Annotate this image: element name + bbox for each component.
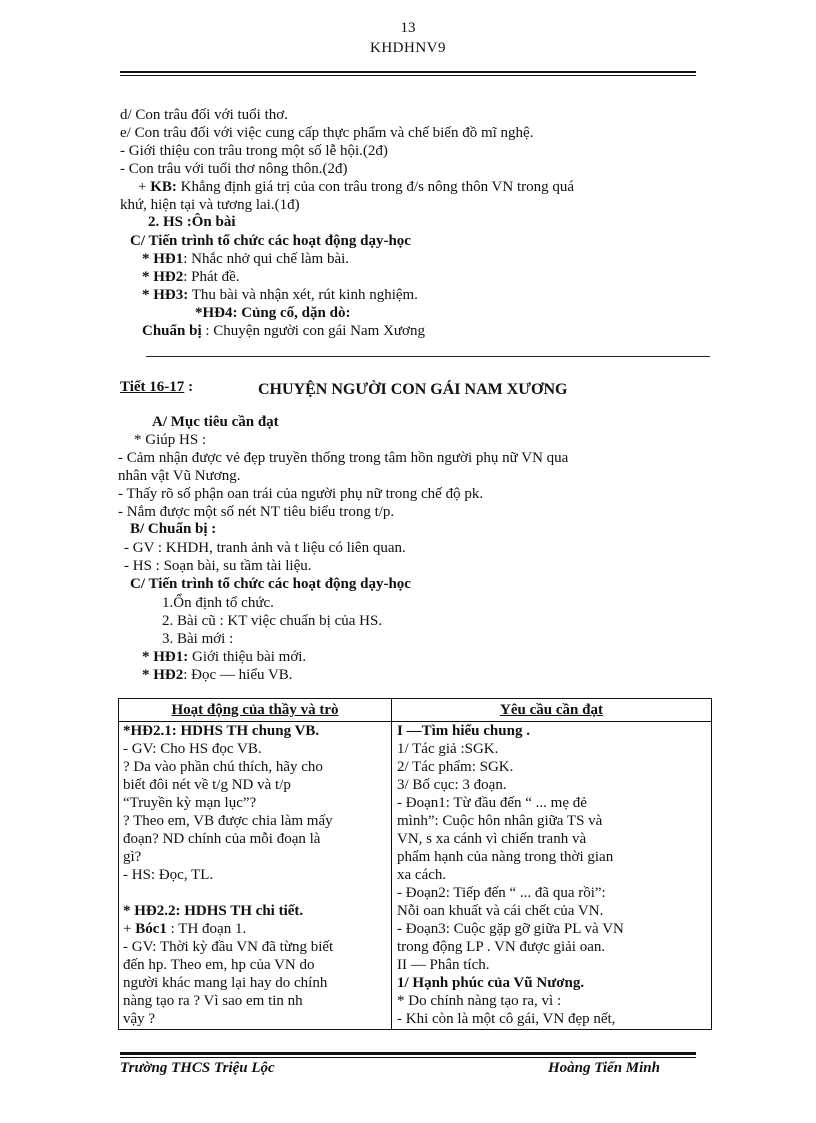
prep-item: - HS : Soạn bài, su tầm tài liệu. <box>124 558 312 574</box>
lesson-label: Tiết 16-17 : <box>120 379 194 395</box>
header-rule-thick <box>120 71 696 73</box>
table-left-line: ? Theo em, VB được chia làm mấy <box>123 813 333 829</box>
table-left-line: đoạn? ND chính của mỗi đoạn là <box>123 831 321 847</box>
goal-line: nhân vật Vũ Nương. <box>118 468 241 484</box>
step-1-line: + Bóc1 : TH đoạn 1. <box>123 921 247 937</box>
activity-item: * HĐ2: Đọc — hiểu VB. <box>142 667 293 683</box>
table-left-line: biết đôi nét về t/g ND và t/p <box>123 777 291 793</box>
goal-line: - Thấy rõ số phận oan trái của người phụ nữ trong chế độ pk. <box>118 486 484 502</box>
text-line: e/ Con trâu đối với việc cung cấp thực phẩm và chế biến đồ mĩ nghệ. <box>120 125 534 141</box>
preparation-line: Chuẩn bị : Chuyện người con gái Nam Xương <box>142 323 425 339</box>
table-right-line: * Do chính nàng tạo ra, vì : <box>397 993 562 1009</box>
process-heading: C/ Tiến trình tổ chức các hoạt động dạy-học <box>130 233 411 249</box>
table-right-line: Nỗi oan khuất và cái chết của VN. <box>397 903 604 919</box>
conclusion-line <box>138 178 574 196</box>
table-right-line: 1/ Tác giả :SGK. <box>397 741 499 757</box>
document-code: KHDHNV9 <box>370 40 446 56</box>
table-right-line: xa cách. <box>397 867 447 883</box>
activity-item: * HĐ1: Giới thiệu bài mới. <box>142 649 307 665</box>
table-right-line: - Đoạn3: Cuộc gặp gỡ giữa PL và VN <box>397 921 624 937</box>
section-i-heading: I —Tìm hiểu chung . <box>397 723 530 739</box>
conclusion-line-cont: khứ, hiện tại và tương lai.(1đ) <box>120 197 300 213</box>
activity-item: * HĐ1: Nhắc nhở qui chế làm bài. <box>142 251 350 267</box>
page-number: 13 <box>400 20 416 36</box>
table-right-line: phẩm hạnh của nàng trong thời gian <box>397 849 614 865</box>
lesson-title: CHUYỆN NGƯỜI CON GÁI NAM XƯƠNG <box>258 381 568 398</box>
text-line: d/ Con trâu đối với tuổi thơ. <box>120 107 288 123</box>
section-1-heading: 1/ Hạnh phúc của Vũ Nương. <box>397 975 585 991</box>
activity-2-2-heading: * HĐ2.2: HDHS TH chi tiết. <box>123 903 304 919</box>
kb-text: Khẳng định giá trị của con trâu trong đ/s nông thôn VN trong quá <box>176 179 575 195</box>
help-hs-line: * Giúp HS : <box>134 432 207 448</box>
activity-item: * HĐ2: Phát đề. <box>142 269 240 285</box>
table-right-line: - Khi còn là một cô gái, VN đẹp nết, <box>397 1011 616 1027</box>
header-rule-thin <box>120 75 696 76</box>
footer-rule-thin <box>120 1057 696 1058</box>
table-left-line: vậy ? <box>123 1011 156 1027</box>
table-left-line: nàng tạo ra ? Vì sao em tin nh <box>123 993 303 1009</box>
table-right-column <box>397 722 705 1028</box>
table-left-line: người khác mang lại hay do chính <box>123 975 328 991</box>
table-spacer <box>123 884 387 902</box>
table-right-line: trong động LP . VN được giải oan. <box>397 939 606 955</box>
prep-item: - GV : KHDH, tranh ảnh và t liệu có liên quan. <box>124 540 406 556</box>
table-left-line: - GV: Thời kỳ đầu VN đã từng biết <box>123 939 334 955</box>
table-left-line: “Truyền kỳ mạn lục”? <box>123 795 257 811</box>
table-left-line: - GV: Cho HS đọc VB. <box>123 741 262 757</box>
table-right-line: - Đoạn1: Từ đầu đến “ ... mẹ đẻ <box>397 795 587 811</box>
table-left-line: ? Da vào phần chú thích, hãy cho <box>123 759 323 775</box>
step-item: 2. Bài cũ : KT việc chuẩn bị của HS. <box>162 613 383 629</box>
table-right-line: - Đoạn2: Tiếp đến “ ... đã qua rồi”: <box>397 885 606 901</box>
kb-label: KB: <box>150 179 177 195</box>
section-b-heading: B/ Chuẩn bị : <box>130 521 217 537</box>
activity-4-heading: *HĐ4: Củng cố, dặn dò: <box>195 305 351 321</box>
text-line: - Con trâu với tuổi thơ nông thôn.(2đ) <box>120 161 348 177</box>
goal-line: - Nắm được một số nét NT tiêu biểu trong t/p. <box>118 504 395 520</box>
footer-school: Trường THCS Triệu Lộc <box>120 1060 275 1076</box>
step-item: 1.Ổn định tổ chức. <box>162 595 274 611</box>
hs-review-heading: 2. HS :Ôn bài <box>148 214 236 230</box>
section-a-heading: A/ Mục tiêu cần đạt <box>152 414 279 430</box>
activity-2-1-heading: *HĐ2.1: HDHS TH chung VB. <box>123 723 320 739</box>
goal-line: - Cảm nhận được vẻ đẹp truyền thống trong tâm hồn người phụ nữ VN qua <box>118 450 569 466</box>
table-right-line: II — Phân tích. <box>397 957 490 973</box>
text-line: - Giới thiệu con trâu trong một số lễ hội.(2đ) <box>120 143 388 159</box>
process-heading-2: C/ Tiến trình tổ chức các hoạt động dạy-học <box>130 576 411 592</box>
table-header-activities: Hoạt động của thầy và trò <box>171 702 339 718</box>
footer-rule-thick <box>120 1052 696 1055</box>
table-header-requirements: Yêu cầu cần đạt <box>500 702 603 718</box>
step-item: 3. Bài mới : <box>162 631 234 647</box>
table-left-line: gì? <box>123 849 142 865</box>
section-divider <box>146 356 710 357</box>
table-right-line: VN, s xa cánh vì chiến tranh và <box>397 831 587 847</box>
table-left-line: - HS: Đọc, TL. <box>123 867 214 883</box>
kb-prefix: + <box>138 179 151 195</box>
table-left-line: đến hp. Theo em, hp của VN do <box>123 957 315 973</box>
activity-item: * HĐ3: Thu bài và nhận xét, rút kinh nghiệm. <box>142 287 418 303</box>
table-right-line: mình”: Cuộc hôn nhân giữa TS và <box>397 813 603 829</box>
table-left-column <box>123 722 387 1028</box>
lesson-table <box>118 698 712 1030</box>
footer-author: Hoàng Tiến Minh <box>548 1060 660 1076</box>
table-right-line: 3/ Bố cục: 3 đoạn. <box>397 777 507 793</box>
table-column-divider <box>391 699 392 1029</box>
table-right-line: 2/ Tác phẩm: SGK. <box>397 759 514 775</box>
